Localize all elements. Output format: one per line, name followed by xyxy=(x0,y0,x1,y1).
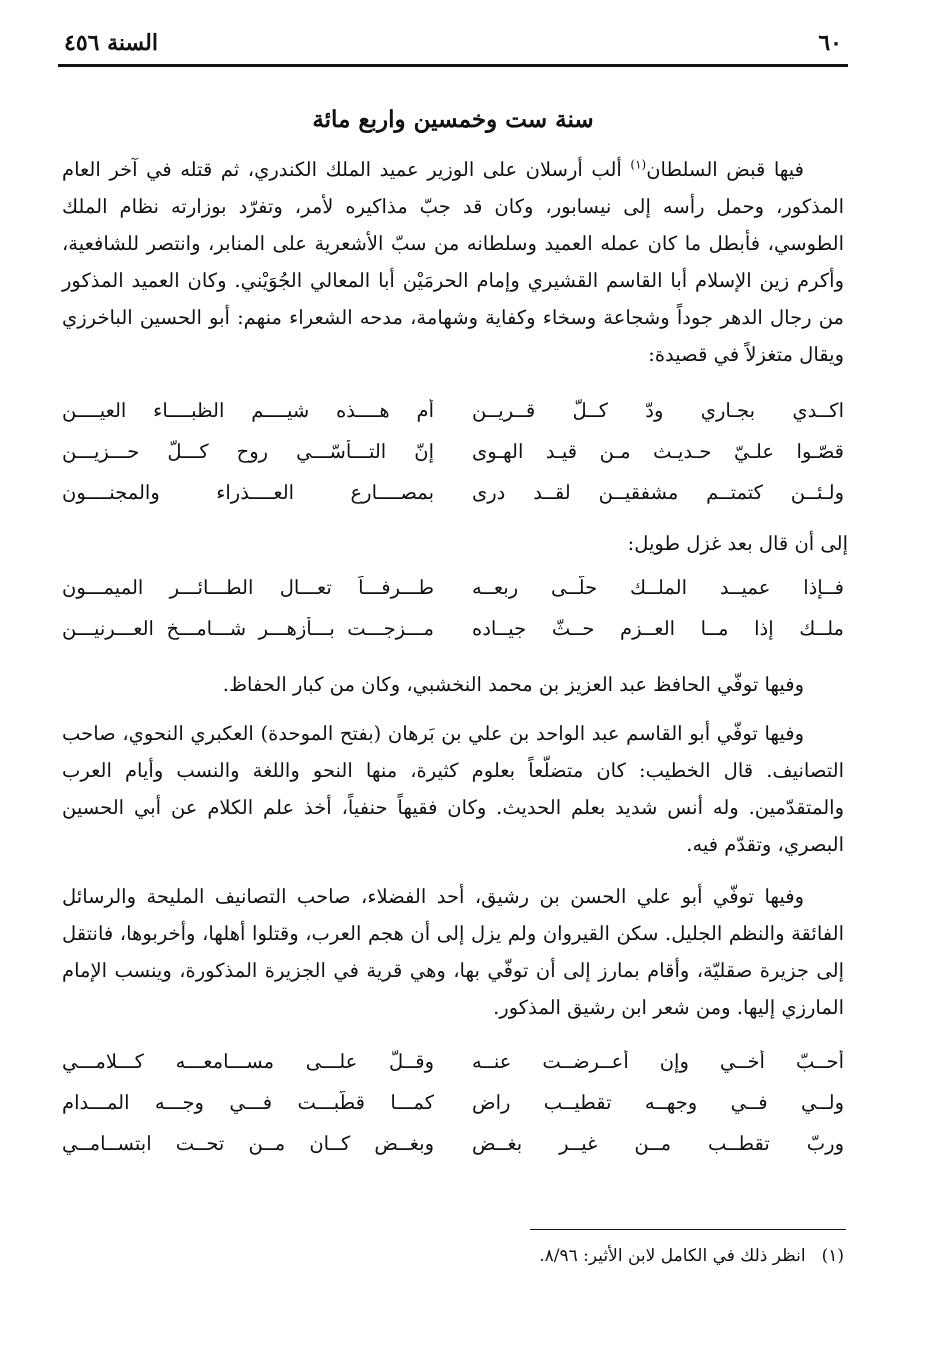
verse-first-hemistich: قصّـوا علـيّ حـديـث مـن قيـد الهـوى xyxy=(472,440,844,463)
poem-bakharzi xyxy=(62,390,844,513)
verse-second-hemistich: طـــرفـــاً تعـــال الطـــائـــر الميمـــون xyxy=(62,576,434,599)
verse-first-hemistich: وربّ تقطــب مــن غيــر بغــض xyxy=(472,1132,844,1155)
verse-second-hemistich: بمصــــارع العــــذراء والمجنــــون xyxy=(62,481,434,504)
verse-first-hemistich: فــإذا عميــد الملــك حلّــى ربعــه xyxy=(472,576,844,599)
verse-line xyxy=(62,608,844,649)
paragraph-text: وفيها توفّي أبو علي الحسن بن رشيق، أحد الفضلاء، صاحب التصانيف المليحة والرسائل الفائقة والنظم الجليل. سكن القيروان ولم يزل إلى أن هجم العرب، وقتلوا أهلها، وأخربوها، فانتقل إلى جزيرة صقليّة، وأقام بمارز إلى أن توفّي بها، وهي قرية في الجزيرة المذكورة، وينسب الإمام المارزي إليها. ومن شعر ابن رشيق المذكور. xyxy=(62,885,844,1019)
verse-first-hemistich: ملــك إذا مــا العــزم حــثّ جيــاده xyxy=(472,617,844,640)
verse-line xyxy=(62,390,844,431)
verse-first-hemistich: أحــبّ أخــي وإن أعــرضــت عنــه xyxy=(472,1050,844,1073)
page-number: ٦٠ xyxy=(818,30,842,56)
poem-intro: إلى أن قال بعد غزل طويل: xyxy=(627,532,848,555)
paragraph-text-start: فيها قبض السلطان xyxy=(646,158,804,181)
footnote-rule xyxy=(530,1229,846,1230)
verse-line xyxy=(62,472,844,513)
verse-line xyxy=(62,431,844,472)
verse-second-hemistich: كمـــا قطّبـــت فـــي وجـــه المـــدام xyxy=(62,1091,434,1114)
paragraph-ukbari xyxy=(62,715,844,863)
verse-first-hemistich: ولـئــن كتمتــم مشفقيــن لقــد درى xyxy=(472,481,844,504)
paragraph-text: وفيها توفّي أبو القاسم عبد الواحد بن علي بن بَرهان (بفتح الموحدة) العكبري النحوي، صاحب التصانيف. قال الخطيب: كان متضلّعاً بعلوم كثيرة، منها النحو واللغة والنسب وأيام العرب والمتقدّمين. وله أنس شديد بعلم الحديث. وكان فقيهاً حنفياً، أخذ علم الكلام عن أبي الحسين البصري، وتقدّم فيه. xyxy=(62,722,844,856)
paragraph-text: وفيها توفّي الحافظ عبد العزيز بن محمد النخشبي، وكان من كبار الحفاظ. xyxy=(222,673,804,696)
footnote xyxy=(62,1246,844,1266)
footnote-mark: (١) xyxy=(821,1246,844,1266)
verse-second-hemistich: وبغــض كــان مــن تحــت ابتســامــي xyxy=(62,1132,434,1155)
section-title: سنة ست وخمسين واربع مائة xyxy=(312,106,594,133)
verse-first-hemistich: اكــدي بجـاري ودّ كــلّ قــريــن xyxy=(472,399,844,422)
verse-second-hemistich: مـــزجـــت بـــأزهـــر شـــامـــخ العـــرنيـــن xyxy=(62,617,434,640)
paragraph-text-rest: ألب أرسلان على الوزير عميد الملك الكندري، ثم قتله في آخر العام المذكور، وحمل رأسه إلى نيسابور، وكان قد جبّ مذاكيره لأمر، وتفرّد بوزارته نظام الملك الطوسي، فأبطل ما كان عمله العميد وسلطانه من سبّ الأشعرية على المنابر، وانتصر للشافعية، وأكرم زين الإسلام أبا القاسم القشيري وإمام الحرمَيْن أبا المعالي الجُوَيْني. وكان العميد المذكور من رجال الدهر جوداً وشجاعة وسخاء وكفاية وشهامة، مدحه الشعراء منهم: أبو الحسين الباخرزي ويقال متغزلاً في قصيدة: xyxy=(62,158,844,366)
running-head: السنة ٤٥٦ xyxy=(64,30,158,56)
poem-ibn-rashiq xyxy=(62,1041,844,1164)
verse-line xyxy=(62,567,844,608)
verse-line xyxy=(62,1082,844,1123)
poem-praise xyxy=(62,567,844,649)
paragraph-ibn-rashiq xyxy=(62,878,844,1026)
header-rule xyxy=(58,64,848,67)
verse-first-hemistich: ولــي فــي وجهــه تقطيــب راضٍ xyxy=(472,1091,844,1114)
page-header xyxy=(58,28,848,64)
footnote-text: انظر ذلك في الكامل لابن الأثير: ٨/٩٦. xyxy=(539,1246,806,1266)
paragraph-sultan-arrest xyxy=(62,151,844,373)
footnote-reference[interactable]: (١) xyxy=(630,157,647,172)
paragraph-nakhshabi xyxy=(62,666,844,703)
verse-line xyxy=(62,1041,844,1082)
verse-line xyxy=(62,1123,844,1164)
verse-second-hemistich: وقــلّ علـــى مســـامعـــه كـــلامـــي xyxy=(62,1050,434,1073)
verse-second-hemistich: أم هــــذه شيــــم الظبــــاء العيــــن xyxy=(62,399,434,422)
verse-second-hemistich: إنّ التـــأسّـــي روح كـــلّ حـــزيـــن xyxy=(62,440,434,463)
